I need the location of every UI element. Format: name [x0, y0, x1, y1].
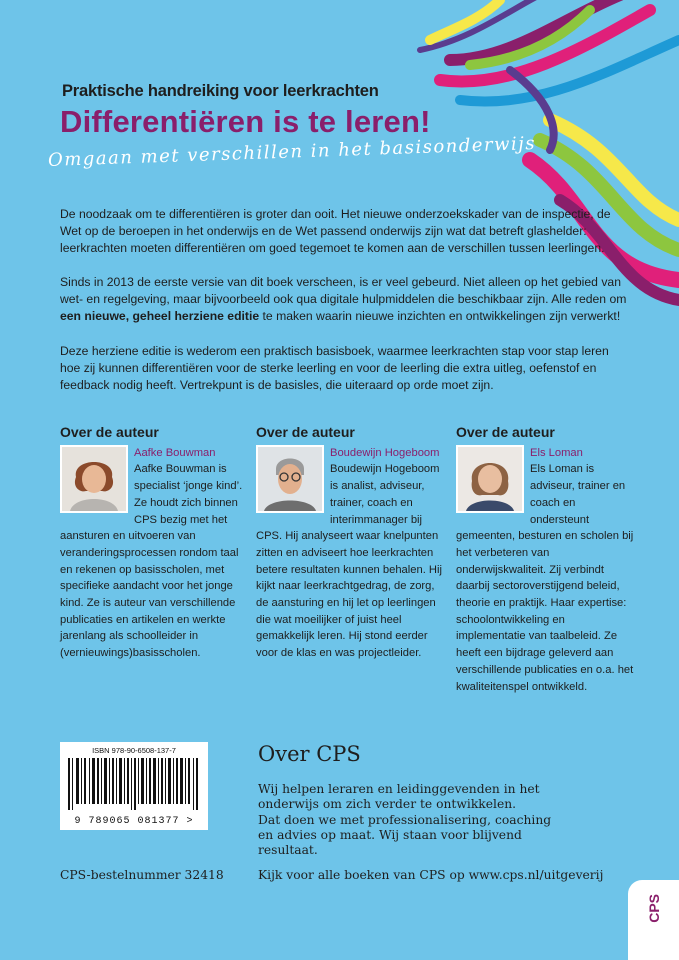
book-title: Differentiëren is te leren! [60, 104, 431, 139]
book-tagline: Omgaan met verschillen in het basisonderwijs [47, 132, 537, 171]
intro-text-1: De noodzaak om te differentiëren is groter dan ooit. Het nieuwe onderzoekskader van de inspectie, de Wet op de beroepen in het onderwijs en de Wet passend onderwijs zijn wat dat betreft glashelder: leerkrachten moeten differentiëren om goed tegemoet te komen aan de verschillen tussen leerlingen. [60, 207, 611, 256]
intro-text-3: Deze herziene editie is wederom een praktisch basisboek, waarmee leerkrachten stap voor stap leren hoe zij kunnen differentiëren voor de sterke leerling en voor de leerling die extra uitleg, oefenstof en feedback nodig heeft. Vertrekpunt is de basisles, die uiteraard op orde moet zijn. [60, 344, 609, 393]
barcode-number: 9 789065 081377 > [74, 816, 194, 827]
cps-text-1: Wij helpen leraren en leidinggevenden in het onderwijs om zich verder te ontwikkelen. [258, 782, 540, 812]
author-bio-aafke: Aafke Bouwman is specialist ‘jonge kind’. Ze houdt zich binnen CPS bezig met het aansturen en uitvoeren van veranderingsprocessen rondom taal en rekenen op basisscholen, met specifieke aandacht voor het jonge kind. Ze is auteur van verschillende publicaties en artikelen en werkte jarenlang als schoolleider in (vernieuwings)basisscholen. [60, 463, 243, 660]
author-column-1 [60, 424, 248, 662]
author-bio-els: Els Loman is adviseur, trainer en coach en ondersteunt gemeenten, besturen en scholen bij het verbeteren van onderwijskwaliteit. Zij verbindt daarbij sectoroverstijgend beleid, theorie en praktijk. Haar expertise: schoolontwikkeling en implementatie van taalbeleid. Ze heeft een bijdrage geleverd aan verschillende publicaties en o.a. het kwaliteitenspel ontwikkeld. [456, 463, 634, 693]
cps-heading: Over CPS [258, 742, 361, 766]
isbn-label: ISBN 978-90-6508-137-7 [92, 746, 176, 755]
website-line: Kijk voor alle boeken van CPS op www.cps.nl/uitgeverij [258, 868, 604, 882]
intro-text-2-bold: een nieuwe, geheel herziene editie [60, 309, 260, 324]
isbn-barcode [60, 742, 208, 830]
author-column-2 [256, 424, 444, 662]
feather-illustration [390, 0, 679, 320]
book-subtitle: Praktische handreiking voor leerkrachten [62, 82, 379, 100]
intro-text-2-start: Sinds in 2013 de eerste versie van dit boek verscheen, is er veel gebeurd. Niet alleen op het gebied van wet- en regelgeving, maar bijvoorbeeld ook qua digitale hulpmiddelen die beschikbaar zijn. Alle reden om [60, 275, 627, 307]
author-photo-boudewijn [256, 445, 324, 513]
author-heading: Over de auteur [456, 424, 555, 440]
author-name-boudewijn: Boudewijn Hogeboom [258, 445, 444, 462]
intro-paragraph-3 [60, 343, 630, 395]
author-photo-aafke [60, 445, 128, 513]
barcode-icon [68, 758, 200, 810]
order-number: CPS-bestelnummer 32418 [60, 868, 224, 882]
cps-logo-tab [628, 880, 679, 960]
intro-paragraph-1 [60, 206, 630, 258]
cps-text-2: Dat doen we met professionalisering, coaching en advies op maat. Wij staan voor blijvend resultaat. [258, 812, 552, 858]
author-name-aafke: Aafke Bouwman [62, 445, 248, 462]
author-bio-boudewijn: Boudewijn Hogeboom is analist, adviseur, trainer, coach en interimmanager bij CPS. Hij analyseert waar knelpunten zitten en adviseert hoe leerkrachten betere resultaten kunnen behalen. Hij kijkt naar leerkrachtgedrag, de zorg, de aansturing en hij let op leerlingen die wat moeilijker of juist heel gemakkelijk leren. Hij stond eerder voor de klas en was projectleider. [256, 463, 442, 660]
cps-logo-text: CPS [646, 894, 662, 923]
author-photo-els [456, 445, 524, 513]
author-name-els: Els Loman [458, 445, 636, 462]
cps-description [258, 782, 558, 858]
intro-paragraph-2 [60, 274, 630, 326]
author-heading: Over de auteur [60, 424, 159, 440]
author-column-3 [456, 424, 636, 695]
intro-text-2-end: te maken waarin nieuwe inzichten en ontwikkelingen zijn verwerkt! [259, 309, 621, 324]
intro-text-2 [60, 274, 630, 326]
author-heading: Over de auteur [256, 424, 355, 440]
